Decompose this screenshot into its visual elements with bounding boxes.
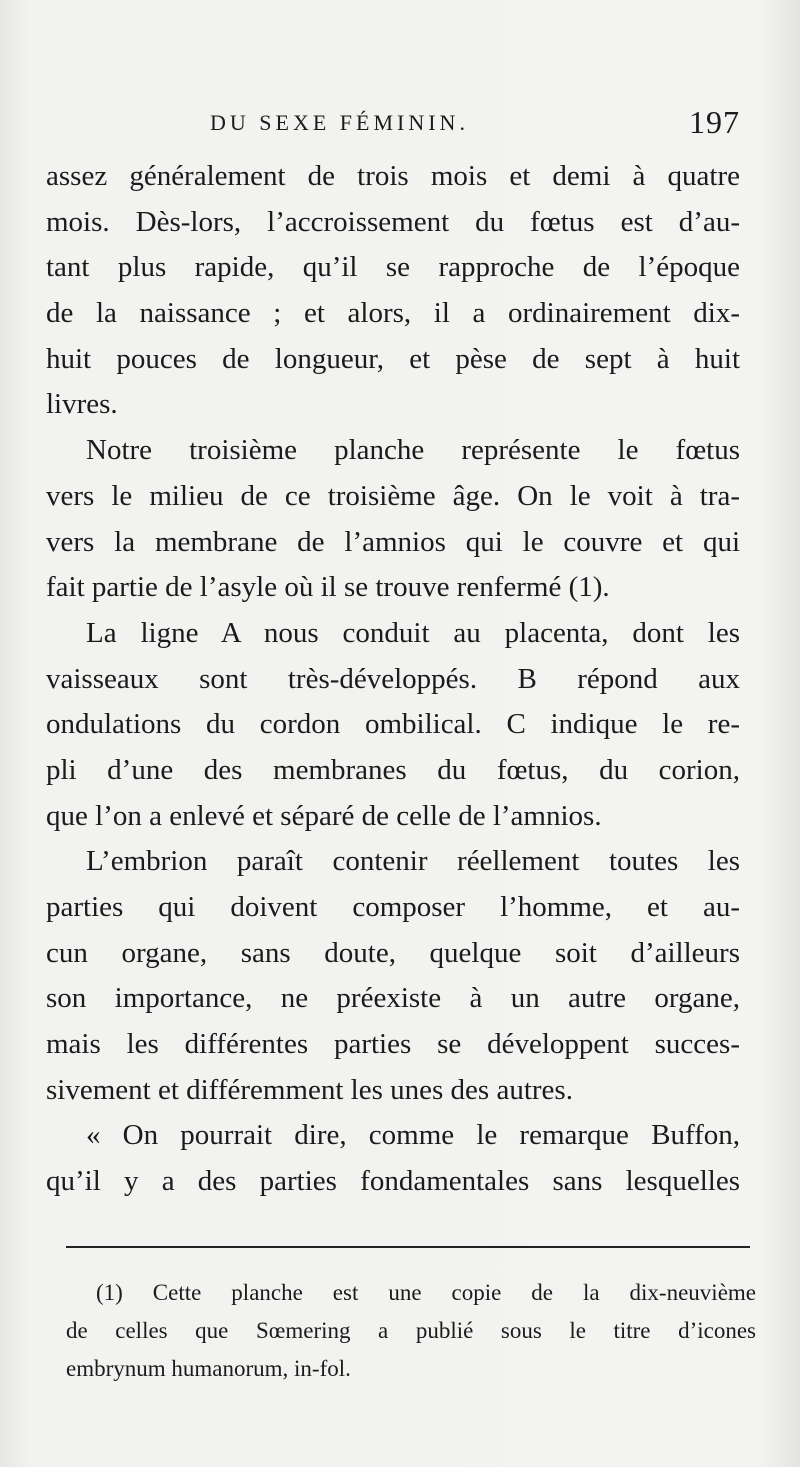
text-line: sivement et différemment les unes des autres. <box>46 1073 573 1106</box>
running-head: DU SEXE FÉMININ. <box>210 110 469 135</box>
text-line: mois. Dès-lors, l’accroissement du fœtus est d’au- <box>46 205 740 238</box>
footnote <box>66 1274 756 1388</box>
text-line: cun organe, sans doute, quelque soit d’ailleurs <box>46 936 740 969</box>
text-line: ondulations du cordon ombilical. C indique le re- <box>46 708 740 741</box>
text-line: vers le milieu de ce troisième âge. On le voit à tra- <box>46 479 740 512</box>
text-line: La ligne A nous conduit au placenta, dont les <box>86 616 740 649</box>
text-line: Notre troisième planche représente le fœtus <box>86 434 740 467</box>
text-line: « On pourrait dire, comme le remarque Buffon, <box>86 1119 740 1152</box>
text-line: huit pouces de longueur, et pèse de sept à huit <box>46 342 740 375</box>
text-line: vers la membrane de l’amnios qui le couvre et qui <box>46 525 740 558</box>
text-line: mais les différentes parties se développent succes- <box>46 1028 740 1061</box>
text-line: que l’on a enlevé et séparé de celle de l’amnios. <box>46 799 602 832</box>
text-line: assez généralement de trois mois et demi à quatre <box>46 160 740 192</box>
text-line: qu’il y a des parties fondamentales sans lesquelles <box>46 1165 740 1198</box>
footnote-line: (1) Cette planche est une copie de la dix-neuvième <box>96 1280 756 1305</box>
text-line: livres. <box>46 388 118 421</box>
page-number: 197 <box>689 104 740 140</box>
main-text <box>46 154 740 1205</box>
text-line: parties qui doivent composer l’homme, et au- <box>46 891 740 923</box>
footnote-rule <box>66 1246 750 1248</box>
text-line: de la naissance ; et alors, il a ordinairement dix- <box>46 297 740 330</box>
text-line: pli d’une des membranes du fœtus, du corion, <box>46 753 740 786</box>
page-header <box>210 104 740 144</box>
footnote-line: embrynum humanorum, in-fol. <box>66 1356 351 1381</box>
text-line: vaisseaux sont très-développés. B répond aux <box>46 662 740 695</box>
footnote-line: de celles que Sœmering a publié sous le titre d’icones <box>66 1318 756 1343</box>
text-line: son importance, ne préexiste à un autre organe, <box>46 982 740 1015</box>
text-line: L’embrion paraît contenir réellement toutes les <box>86 845 740 878</box>
text-line: fait partie de l’asyle où il se trouve renfermé (1). <box>46 571 610 604</box>
text-line: tant plus rapide, qu’il se rapproche de l’époque <box>46 251 740 284</box>
